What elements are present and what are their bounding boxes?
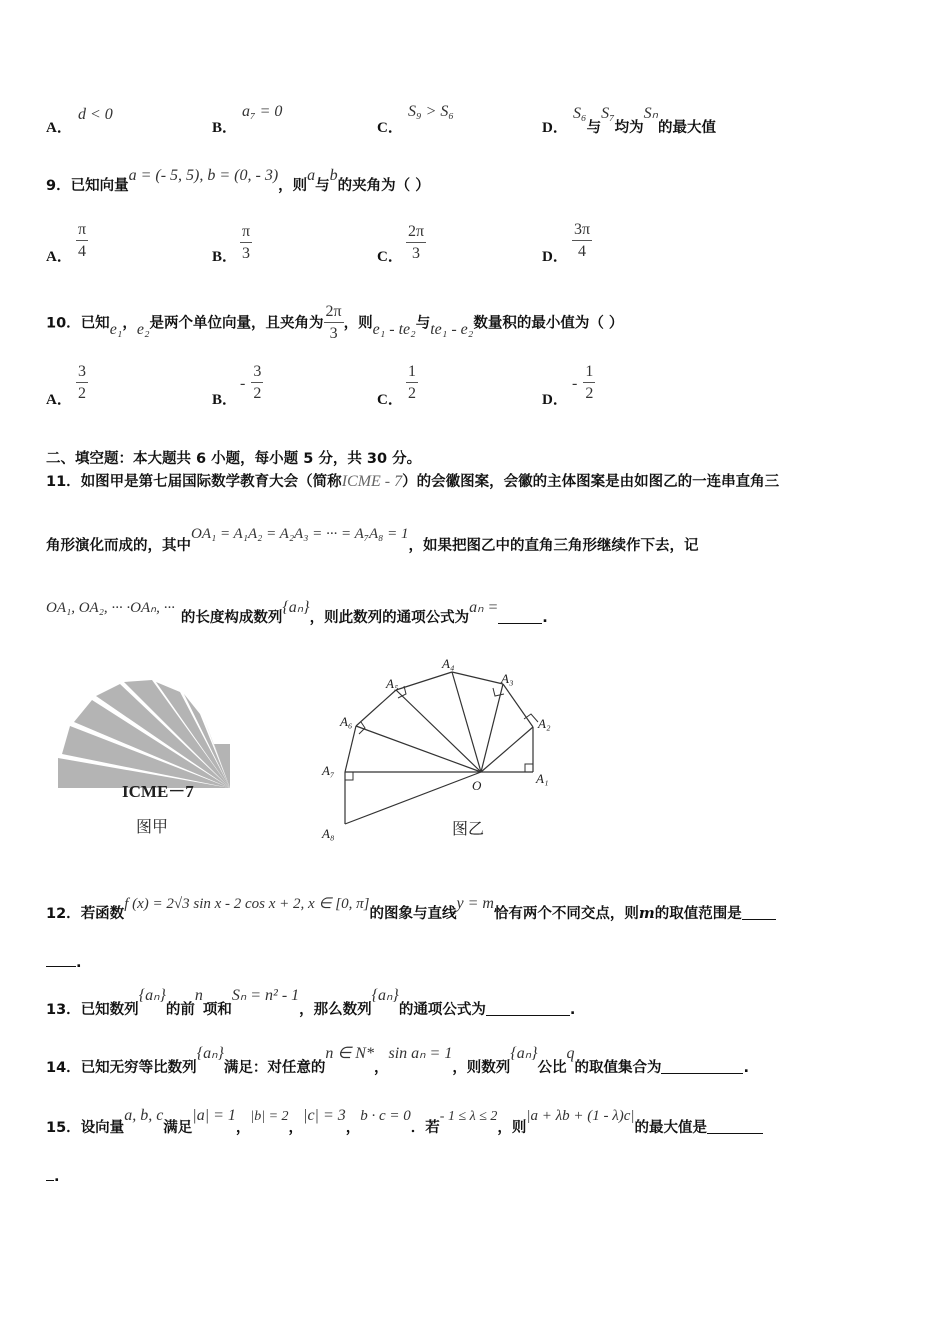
question-number: 9． [46,178,71,194]
text: 已知数列 [80,1002,139,1018]
numerator: 3π [572,220,592,241]
q15-line-2 [46,1166,60,1185]
math: OA₁, OA₂, ··· ·OAₙ, ··· [46,600,175,616]
math: S₆ [573,105,587,122]
label-a8: A₈ [322,826,335,841]
text: 满足 [163,1120,193,1136]
text: 项和 [202,1002,232,1018]
segment-a2a3 [503,684,533,727]
math: - 1 ≤ λ ≤ 2 [439,1109,498,1124]
fraction [406,362,418,405]
math: {aₙ} [371,987,399,1004]
figure-caption: 图乙 [452,819,485,838]
text: ，那么数列 [299,1002,372,1018]
math: y = m [456,895,494,912]
math: {aₙ} [510,1045,538,1062]
right-angle-a2 [524,714,538,722]
text: 数量积的最小值为（ ） [473,315,624,332]
text: 的取值范围是 [654,906,742,922]
numerator: π [76,220,88,241]
q8-option-a-math: d < 0 [78,106,113,123]
math: ICME - 7 [341,473,403,490]
segment-oa4 [452,672,481,772]
fraction [251,362,263,405]
q11-line-1 [46,470,779,491]
period: . [743,1060,749,1076]
q10-option-b-label: B． [212,392,238,408]
math: q [566,1045,575,1062]
logo-text: ICME－7 [122,782,194,801]
question-number: 10． [46,315,81,332]
segment-oa6 [356,726,481,772]
math: e₁ - te₂ [372,320,416,338]
text: ，则 [278,178,308,194]
numerator: 1 [406,362,418,383]
text: 的长度构成数列 [180,610,283,626]
fraction [76,362,88,405]
math: a, b, c [124,1107,164,1124]
q9-option-b-label: B． [212,249,238,265]
text: ， [373,1060,389,1076]
variable-m: m [638,904,655,922]
math: f (x) = 2√3 sin x - 2 cos x + 2, x ∈ [0, π] [124,896,370,912]
math: Sₙ [643,105,658,122]
text: 的图象与直线 [369,906,457,922]
label-a1: A₁ [536,771,549,786]
label-a6: A₆ [340,714,353,729]
denominator: 3 [329,325,338,342]
spiral-triangles [345,672,533,824]
answer-blank [661,1059,743,1074]
math: te₁ - e₂ [430,320,474,338]
text: 与 [315,178,330,194]
math: a [307,167,316,184]
answer-blank [742,905,776,920]
q9-option-a-label: A． [46,249,72,265]
q10-option-a-value [76,362,88,405]
text: 是两个单位向量，且夹角为 [149,315,324,332]
q10-stem [46,302,623,345]
denominator: 2 [78,385,86,402]
answer-blank [486,1001,570,1016]
q8-option-c-math: S₉ > S₆ [408,103,454,120]
q10-option-d-value [572,362,595,405]
text: 满足：对任意的 [223,1060,326,1076]
denominator: 4 [578,243,587,260]
math: b [329,167,338,184]
answer-blank [498,609,542,624]
denominator: 2 [585,385,594,402]
question-number: 12． [46,906,81,922]
right-angle-a3 [493,688,504,696]
denominator: 2 [408,385,416,402]
text: 已知向量 [70,178,129,194]
q12-line-1 [46,892,776,922]
text: ，则 [497,1120,527,1136]
math: n ∈ N* [325,1045,374,1062]
denominator: 3 [242,245,251,262]
math: |b| = 2 [250,1109,289,1124]
label-a5: A₅ [386,676,399,691]
label-a2: A₂ [538,716,551,731]
right-angle-a1 [525,764,533,772]
q15-line-1 [46,1104,763,1136]
label-a7: A₇ [322,763,335,778]
text: 均为 [614,120,644,136]
period: . [569,1002,576,1018]
text: ）的会徽图案，会徽的主体图案是由如图乙的一连串直角三 [402,474,780,490]
text: ， [288,1120,304,1136]
fraction [583,362,595,405]
q10-option-d-label: D． [542,392,568,408]
text: ，则数列 [452,1060,511,1076]
math: {aₙ} [196,1045,224,1062]
text: ．若 [410,1120,440,1136]
q8-option-d-content [573,102,716,136]
segment-a5a6 [356,690,396,726]
q8-option-a-label: A． [46,120,72,136]
angle-fraction [324,302,344,345]
question-number: 13． [46,1002,81,1018]
math: {aₙ} [138,987,166,1004]
q9-option-d-fraction [572,220,592,263]
point-labels [321,656,551,841]
text: ， [122,315,137,332]
math: e₂ [136,320,150,338]
q8-option-c-label: C． [377,120,403,136]
q9-stem [46,164,430,194]
math: e₁ [109,320,123,338]
figure-yi [318,652,568,844]
segment-oa5 [396,690,481,772]
period: . [54,1169,60,1185]
numerator: π [240,222,252,243]
text: 的取值集合为 [574,1060,662,1076]
text: 角形演化而成的，其中 [46,538,191,554]
text: 恰有两个不同交点，则 [493,906,639,922]
numerator: 1 [583,362,595,383]
icme-logo-shape [58,680,230,788]
denominator: 4 [78,243,87,260]
label-a3: A₃ [501,671,514,686]
text: 已知 [80,315,110,332]
math: |c| = 3 [303,1107,346,1124]
q9-option-b-fraction [240,222,252,265]
q8-option-b-math: a₇ = 0 [242,103,283,120]
text: 的最大值 [658,120,716,136]
text: 若函数 [80,906,125,922]
math: Sₙ = n² - 1 [231,987,300,1004]
section-heading: 二、填空题：本大题共 6 小题，每小题 5 分，共 30 分。 [46,451,422,467]
text: 的前 [165,1002,195,1018]
question-number: 15． [46,1120,81,1136]
q10-option-c-label: C． [377,392,403,408]
text: ，则此数列的通项公式为 [309,610,470,626]
q9-option-a-fraction [76,220,88,263]
segment-a6a7 [345,726,356,772]
numerator: 2π [324,302,344,323]
right-angle-a7 [345,772,353,780]
q11-line-2 [46,522,699,554]
text: 公比 [537,1060,567,1076]
sign: - [572,374,578,392]
q9-option-d-label: D． [542,249,568,265]
q8-option-b-label: B． [212,120,238,136]
q10-option-c-value [406,362,418,405]
numerator: 3 [76,362,88,383]
answer-blank [46,1166,54,1181]
math: S₇ [601,105,615,122]
question-number: 11． [46,474,81,490]
text: 设向量 [80,1120,125,1136]
numerator: 2π [406,222,426,243]
label-o: O [472,778,482,793]
segment-a3a4 [452,672,503,684]
q9-option-c-label: C． [377,249,403,265]
text: 如图甲是第七届国际数学教育大会（简称 [80,474,342,490]
numerator: 3 [251,362,263,383]
math: OA₁ = A₁A₂ = A₂A₃ = ··· = A₇A₈ = 1 [191,526,409,542]
segment-oa3 [481,684,503,772]
q12-line-2 [46,952,82,971]
math: {aₙ} [282,599,310,616]
period: . [76,955,82,971]
q14-stem [46,1042,749,1076]
segment-oa8 [345,772,481,824]
text: ，则 [343,315,373,332]
math: aₙ = [469,599,499,616]
period: . [542,610,548,626]
math: |a| = 1 [192,1107,236,1124]
q10-option-a-label: A． [46,392,72,408]
text: ，如果把图乙中的直角三角形继续作下去，记 [408,538,699,554]
figure-jia [50,680,240,840]
q10-option-b-value [240,362,263,405]
answer-blank [46,952,76,967]
math: b · c = 0 [360,1108,411,1124]
q8-option-d-label: D． [542,120,568,136]
q9-option-c-fraction [406,222,426,265]
sign: - [240,374,246,392]
question-number: 14． [46,1060,81,1076]
text: 已知无穷等比数列 [80,1060,197,1076]
text: ， [235,1120,251,1136]
denominator: 2 [253,385,262,402]
text: 与 [415,315,431,332]
q13-stem [46,984,576,1018]
figure-caption: 图甲 [136,817,169,836]
text: 的最大值是 [634,1120,708,1136]
label-a4: A₄ [442,656,455,671]
answer-blank [707,1119,763,1134]
q11-line-3 [46,596,548,626]
text: 与 [586,120,602,136]
text: 的通项公式为 [398,1002,486,1018]
math: |a + λb + (1 - λ)c| [526,1108,635,1124]
math: a = (- 5, 5), b = (0, - 3) [128,167,279,184]
denominator: 3 [412,245,421,262]
text: ， [345,1120,361,1136]
text: 的夹角为（ ） [337,178,430,194]
math: n [194,987,203,1004]
math: sin aₙ = 1 [388,1045,453,1062]
